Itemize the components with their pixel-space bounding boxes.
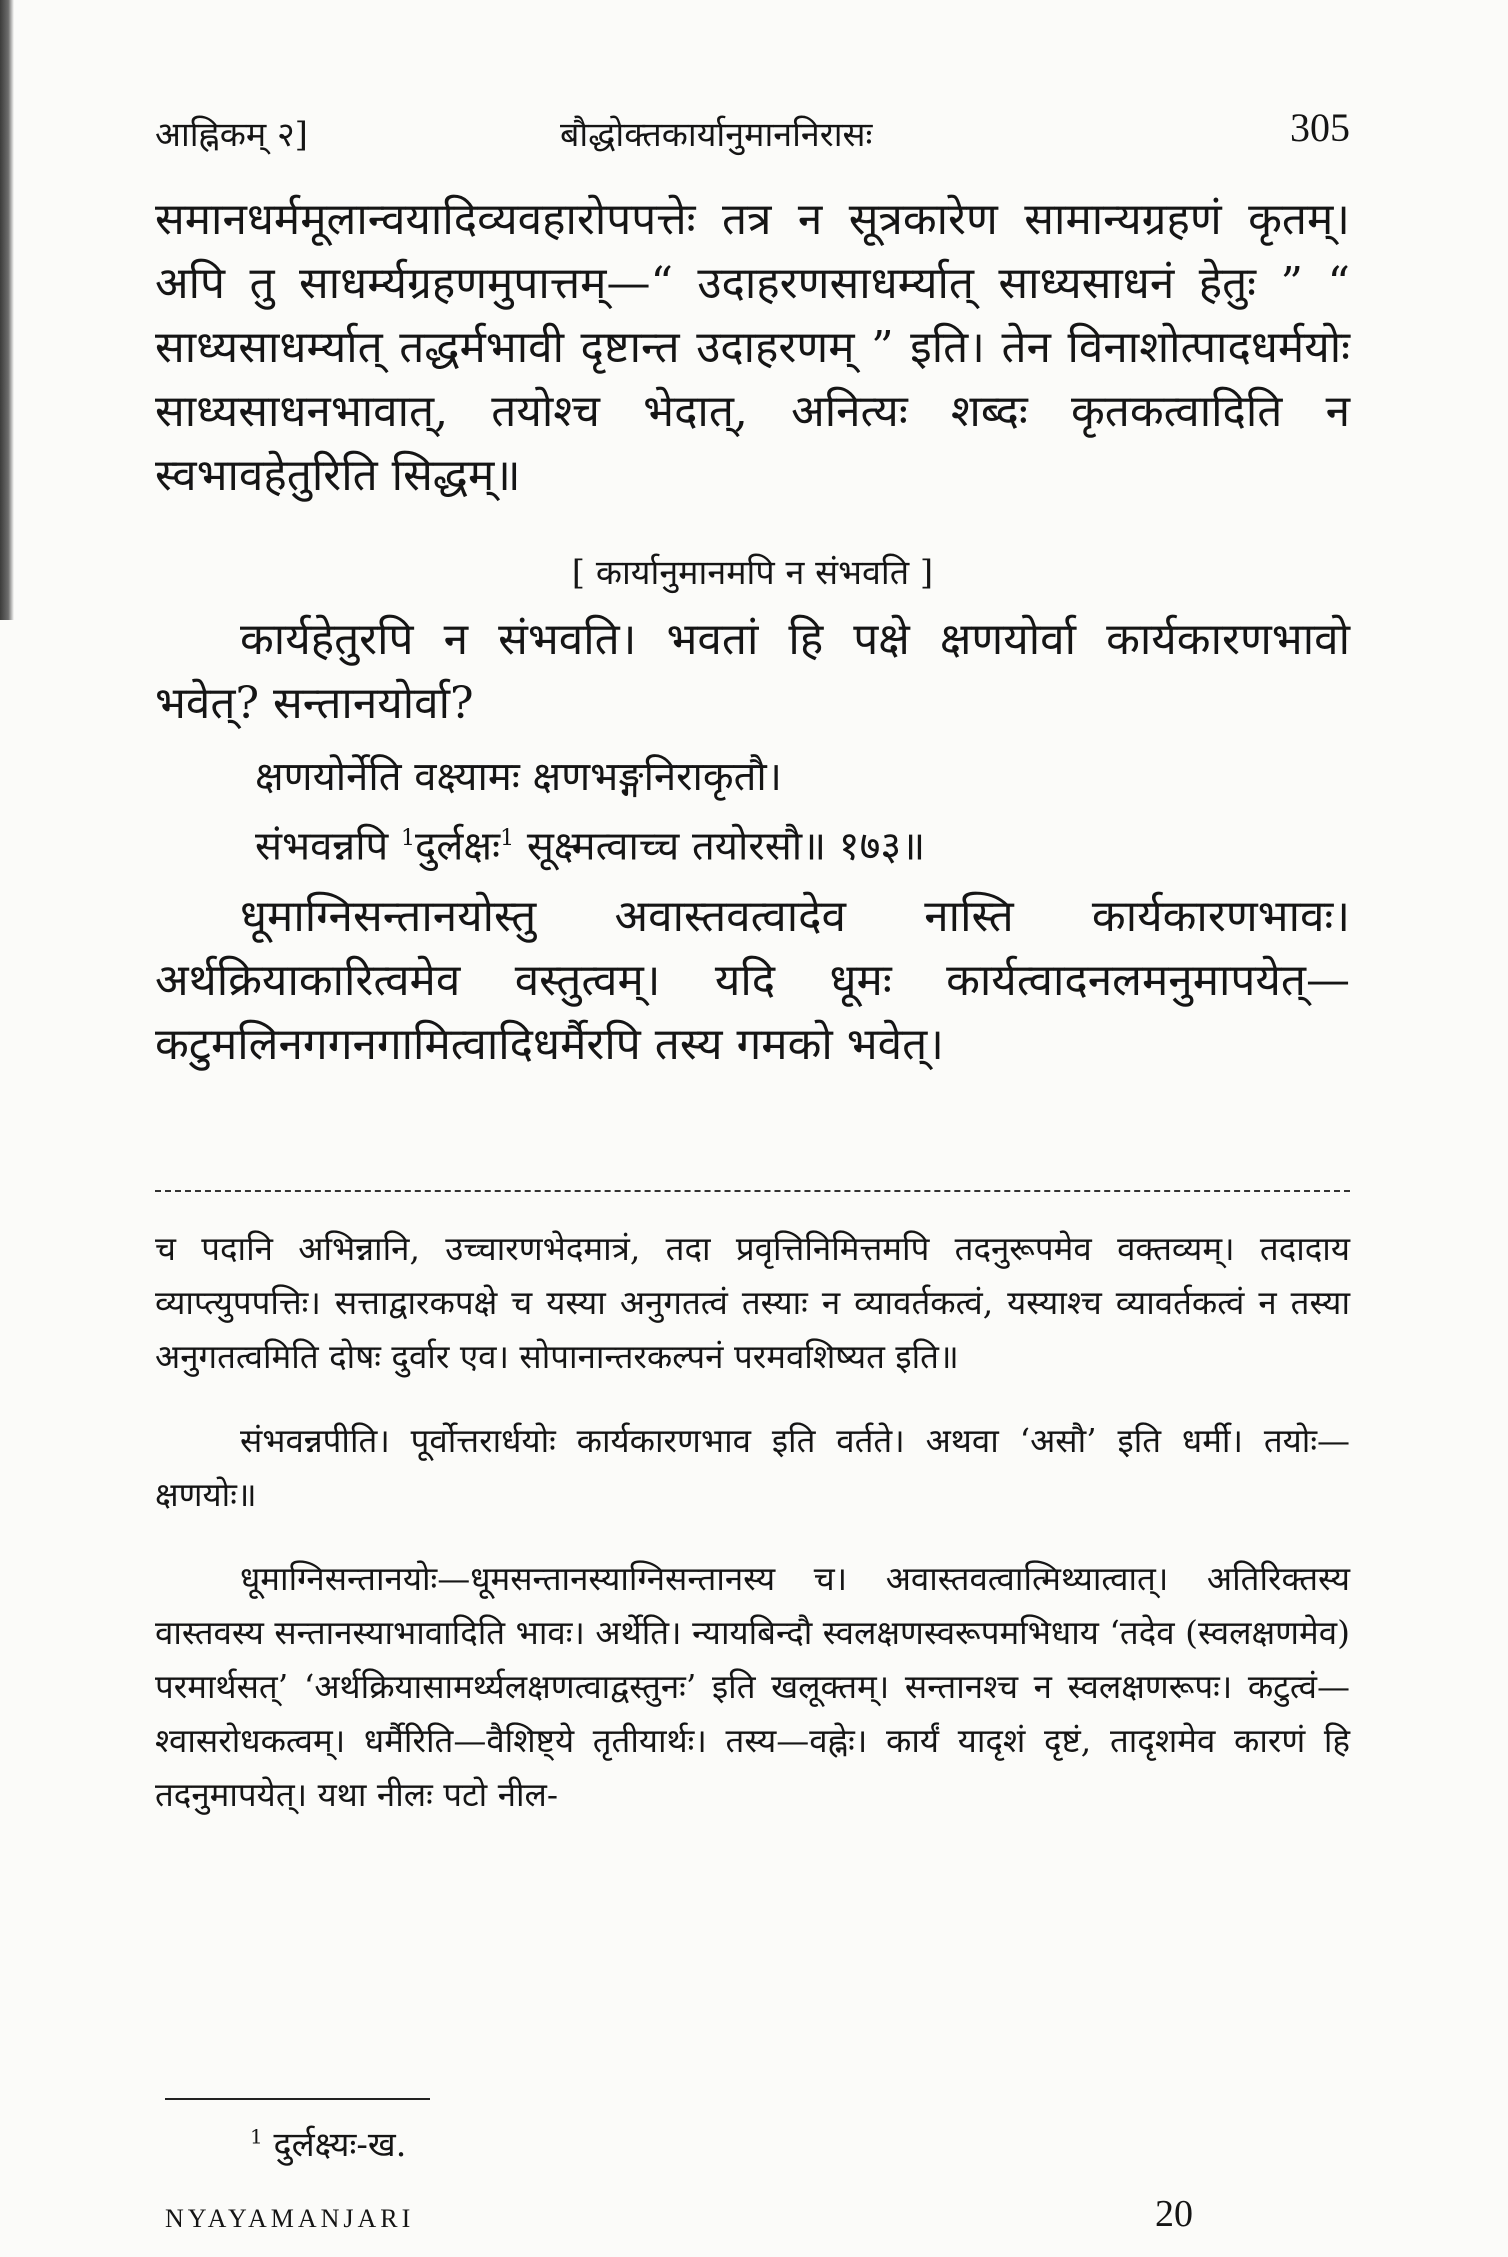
verse-line-2-part-b: दुर्लक्षः (415, 823, 501, 870)
footnote-marker-open: 1 (401, 826, 415, 851)
header-title: बौद्धोक्तकार्यानुमाननिरासः (560, 115, 873, 155)
commentary-divider (155, 1190, 1350, 1192)
footnote-rule (165, 2098, 430, 2100)
main-paragraph-1: समानधर्ममूलान्वयादिव्यवहारोपपत्तेः तत्र न सूत्रकारेण सामान्यग्रहणं कृतम्। अपि तु साधर्म्यग्रहणमुपात्तम्—“ उदाहरणसाधर्म्यात् साध्यसाधनं हेतुः ” “ साध्यसाधर्म्यात् तद्धर्मभावी दृष्टान्त उदाहरणम् ” इति। तेन विनाशोत्पादधर्मयोः साध्यसाधनभावात्, तयोश्च भेदात्, अनित्यः शब्दः कृतकत्वादिति न स्वभावहेतुरिति सिद्धम्॥ (155, 194, 1350, 501)
section-heading: [ कार्यानुमानमपि न संभवति ] (571, 553, 934, 593)
running-header (155, 105, 1350, 160)
verse-line-1: क्षणयोर्नेति वक्ष्यामः क्षणभङ्गनिराकृतौ। (255, 754, 782, 800)
footer (155, 2193, 1350, 2250)
verse-line-2-part-a: संभवन्नपि (255, 823, 401, 870)
verse-line-2-part-c: सूक्ष्मत्वाच्च तयोरसौ॥ १७३॥ (514, 823, 926, 870)
commentary-paragraph-1: च पदानि अभिन्नानि, उच्चारणभेदमात्रं, तदा प्रवृत्तिनिमित्तमपि तदनुरूपमेव वक्तव्यम्। तदादाय व्याप्त्युपपत्तिः। सत्ताद्वारकपक्षे च यस्या अनुगतत्वं तस्याः न व्यावर्तकत्वं, यस्याश्च व्यावर्तकत्वं न तस्या अनुगतत्वमिति दोषः दुर्वार एव। सोपानान्तरकल्पनं परमवशिष्यत इति॥ (155, 1229, 1350, 1376)
footnote-text: दुर्लक्ष्यः-ख. (273, 2125, 407, 2165)
footnote-marker: 1 (250, 2124, 263, 2149)
commentary-paragraph-3: धूमाग्निसन्तानयोः—धूमसन्तानस्याग्निसन्तानस्य च। अवास्तवत्वात्मिथ्यात्वात्। अतिरिक्तस्य वास्तवस्य सन्तानस्याभावादिति भावः। अर्थेति। न्यायबिन्दौ स्वलक्षणस्वरूपमभिधाय ‘तदेव (स्वलक्षणमेव) परमार्थसत्’ ‘अर्थक्रियासामर्थ्यलक्षणत्वाद्वस्तुनः’ इति खलूक्तम्। सन्तानश्च न स्वलक्षणरूपः। कटुत्वं—श्वासरोधकत्वम्। धर्मैरिति—वैशिष्ट्ये तृतीयार्थः। तस्य—वह्नेः। कार्यं यादृशं दृष्टं, तादृशमेव कारणं हि तदनुमापयेत्। यथा नीलः पटो नील- (155, 1559, 1350, 1814)
commentary (155, 1222, 1350, 1852)
footnote (250, 2120, 406, 2166)
signature-number: 20 (1155, 2193, 1193, 2235)
page-number: 305 (1290, 105, 1350, 150)
binding-shadow (0, 0, 14, 620)
page (155, 0, 1350, 2257)
main-text (155, 188, 1350, 1077)
verse-line-2 (255, 808, 1350, 877)
verse-block (255, 746, 1350, 877)
signature-title: NYAYAMANJARI (165, 2204, 415, 2233)
header-section: आह्निकम् २] (155, 115, 308, 155)
main-paragraph-3: धूमाग्निसन्तानयोस्तु अवास्तवत्वादेव नास्ति कार्यकारणभावः। अर्थक्रियाकारित्वमेव वस्तुत्वम्। यदि धूमः कार्यत्वादनलमनुमापयेत्—कटुमलिनगगनगामित्वादिधर्मैरपि तस्य गमको भवेत्। (155, 891, 1350, 1071)
main-paragraph-2: कार्यहेतुरपि न संभवति। भवतां हि पक्षे क्षणयोर्वा कार्यकारणभावो भवेत्? सन्तानयोर्वा? (155, 614, 1350, 729)
commentary-paragraph-2: संभवन्नपीति। पूर्वोत्तरार्धयोः कार्यकारणभाव इति वर्तते। अथवा ‘असौ’ इति धर्मी। तयोः—क्षणयोः॥ (155, 1421, 1350, 1514)
footnote-marker-close: 1 (500, 826, 515, 851)
